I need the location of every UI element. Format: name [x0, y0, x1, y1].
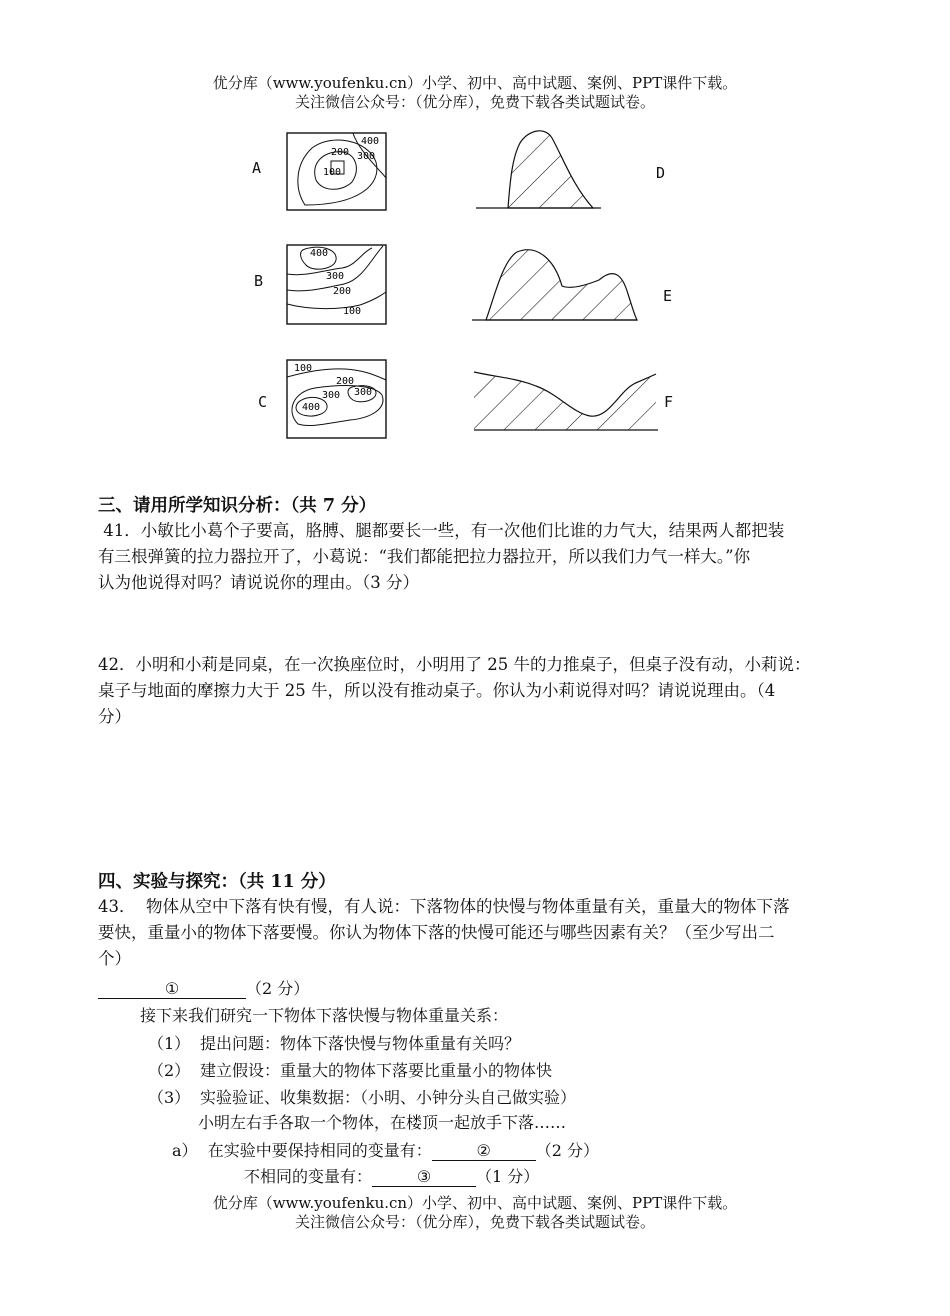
step-2-num: （2） [148, 1061, 191, 1080]
answer-row-3 [244, 1164, 539, 1187]
score-1: （2 分） [246, 979, 310, 998]
map-b-value-1: 400 [310, 248, 329, 259]
q43-line-3: 个） [98, 949, 131, 968]
score-3: （1 分） [476, 1167, 540, 1186]
answer-row-1 [98, 976, 309, 999]
q41-line-3: 认为他说得对吗？请说说你的理由。（3 分） [98, 573, 419, 592]
contour-map-c [287, 360, 386, 438]
step-1-text: 提出问题：物体下落快慢与物体重量有关吗？ [200, 1034, 521, 1053]
header-line-1: 优分库（www.youfenku.cn）小学、初中、高中试题、案例、PPT课件下载。 [212, 74, 738, 92]
map-a-value-4: 100 [323, 167, 342, 178]
label-b: B [254, 272, 264, 290]
question-41 [98, 518, 868, 596]
step-3-text: 实验验证、收集数据：（小明、小钟分头自己做实验） [200, 1088, 577, 1107]
map-b-value-3: 200 [333, 286, 352, 297]
q43-line-2: 要快，重量小的物体下落要慢。你认为物体下落的快慢可能还与哪些因素有关？（至少写出二 [98, 923, 775, 942]
label-a: A [252, 159, 262, 177]
map-a-value-2: 300 [357, 151, 376, 162]
contour-map-b [287, 245, 386, 324]
q42-line-2: 桌子与地面的摩擦力大于 25 牛，所以没有推动桌子。你认为小莉说得对吗？请说说理由。（4 [98, 681, 776, 700]
answer-blank-1[interactable]: ① [98, 980, 246, 999]
map-c-value-1: 100 [294, 363, 313, 374]
step-3-num: （3） [148, 1088, 191, 1107]
row-3-prefix: 不相同的变量有： [244, 1167, 373, 1186]
map-b-value-2: 300 [326, 271, 345, 282]
profile-f [474, 372, 658, 430]
step-1-num: （1） [148, 1034, 191, 1053]
map-b-value-4: 100 [343, 306, 362, 317]
header-line-2: 关注微信公众号：（优分库），免费下载各类试题试卷。 [294, 93, 655, 111]
profile-d [476, 131, 601, 208]
contour-map-a [287, 133, 386, 210]
steps-list [148, 1030, 576, 1111]
map-a-value-3: 200 [331, 147, 350, 158]
score-2: （2 分） [535, 1141, 599, 1160]
map-a-value-1: 400 [361, 136, 380, 147]
footer-line-1: 优分库（www.youfenku.cn）小学、初中、高中试题、案例、PPT课件下载。 [212, 1194, 738, 1212]
map-c-value-4: 300 [354, 387, 373, 398]
label-c: C [258, 393, 268, 411]
answer-row-2 [172, 1138, 599, 1161]
contour-figure [0, 0, 950, 450]
q42-line-1: 42．小明和小莉是同桌，在一次换座位时，小明用了 25 牛的力推桌子，但桌子没有动，小莉说： [98, 655, 811, 674]
question-43 [98, 894, 868, 972]
map-c-value-3: 300 [322, 390, 341, 401]
map-c-value-2: 200 [336, 376, 355, 387]
step-2 [148, 1057, 576, 1084]
map-c-value-5: 400 [302, 402, 321, 413]
q43-line-1: 43． 物体从空中下落有快有慢，有人说：下落物体的快慢与物体重量有关，重量大的物体下落 [98, 897, 790, 916]
step-2-text: 建立假设：重量大的物体下落要比重量小的物体快 [200, 1061, 553, 1080]
q41-line-1: 41．小敏比小葛个子要高，胳膊、腿都要长一些，有一次他们比谁的力气大，结果两人都把装 [98, 521, 785, 540]
answer-blank-3[interactable]: ③ [372, 1168, 476, 1187]
profile-e [472, 250, 637, 320]
label-f: F [664, 393, 674, 411]
section-3-title: 三、请用所学知识分析：（共 7 分） [98, 496, 377, 516]
figure-drawing [0, 0, 950, 450]
step-1 [148, 1030, 576, 1057]
section-4-title: 四、实验与探究：（共 11 分） [98, 872, 336, 892]
q42-line-3: 分） [98, 707, 131, 726]
footer-line-2: 关注微信公众号：（优分库），免费下载各类试题试卷。 [294, 1213, 655, 1231]
intro-line: 接下来我们研究一下物体下落快慢与物体重量关系： [140, 1006, 509, 1025]
xiaoming-line: 小明左右手各取一个物体，在楼顶一起放手下落…… [198, 1113, 567, 1132]
label-e: E [663, 287, 673, 305]
answer-blank-2[interactable]: ② [432, 1142, 536, 1161]
q41-line-2: 有三根弹簧的拉力器拉开了，小葛说：“我们都能把拉力器拉开，所以我们力气一样大。”你 [98, 547, 751, 566]
step-3 [148, 1084, 576, 1111]
question-42 [98, 652, 868, 730]
row-2-prefix: a） 在实验中要保持相同的变量有： [172, 1141, 432, 1160]
label-d: D [656, 164, 666, 182]
